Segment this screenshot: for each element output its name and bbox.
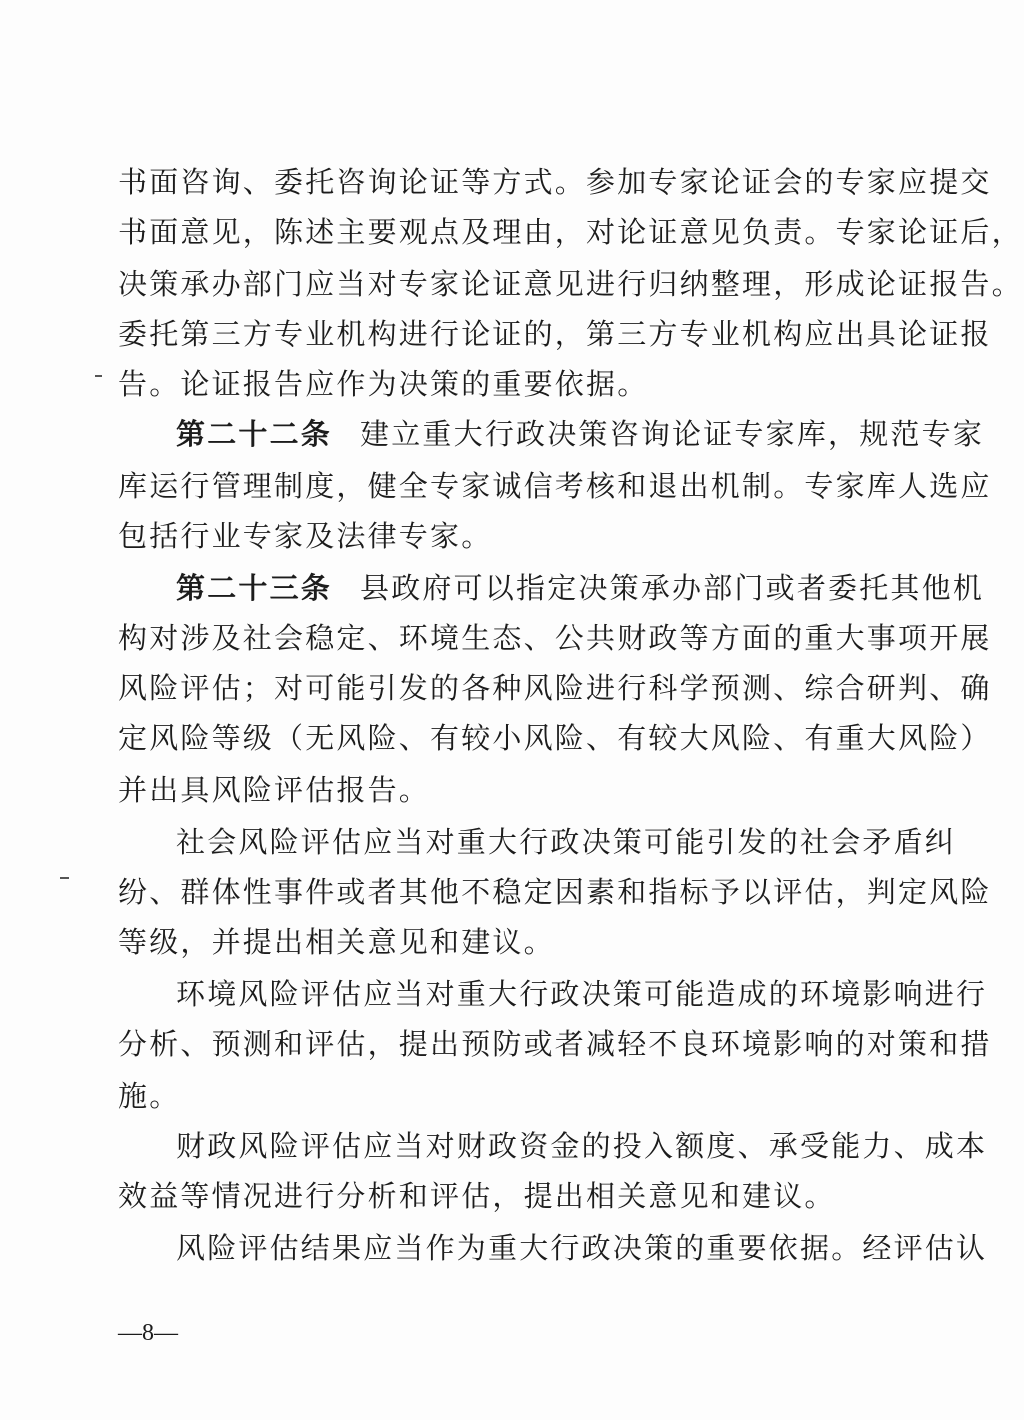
line-text: 财政风险评估应当对财政资金的投入额度、承受能力、成本 [176, 1129, 988, 1163]
scan-mark [95, 375, 102, 377]
text-line [118, 264, 1023, 304]
text-line [118, 922, 888, 962]
line-text: 告。论证报告应作为决策的重要依据。 [118, 367, 649, 401]
page-number: —8— [118, 1320, 178, 1346]
line-text: 施。 [118, 1079, 181, 1113]
text-line [118, 668, 992, 708]
text-line [118, 364, 888, 404]
text-line [118, 770, 888, 810]
line-text: 建立重大行政决策咨询论证专家库，规范专家 [360, 417, 985, 451]
article-heading: 第二十二条 [176, 417, 333, 451]
line-text: 构对涉及社会稳定、环境生态、公共财政等方面的重大事项开展 [118, 621, 992, 655]
text-line [118, 314, 992, 354]
article-heading: 第二十三条 [176, 571, 333, 605]
text-line [118, 162, 992, 202]
text-line [118, 1076, 888, 1116]
line-text: 库运行管理制度，健全专家诚信考核和退出机制。专家库人选应 [118, 469, 992, 503]
text-line [118, 1024, 992, 1064]
scan-mark [60, 877, 69, 879]
line-text: 社会风险评估应当对重大行政决策可能引发的社会矛盾纠 [176, 825, 957, 859]
line-text: 等级，并提出相关意见和建议。 [118, 925, 555, 959]
line-text: 环境风险评估应当对重大行政决策可能造成的环境影响进行 [176, 977, 988, 1011]
line-text: 效益等情况进行分析和评估，提出相关意见和建议。 [118, 1179, 836, 1213]
article-23-line [176, 568, 985, 608]
paragraph-start-line [176, 974, 988, 1014]
text-line [118, 1176, 888, 1216]
line-text: 书面咨询、委托咨询论证等方式。参加专家论证会的专家应提交 [118, 165, 992, 199]
article-22-line [176, 414, 985, 454]
line-text: 决策承办部门应当对专家论证意见进行归纳整理，形成论证报告。 [118, 267, 1023, 301]
line-text: 风险评估；对可能引发的各种风险进行科学预测、综合研判、确 [118, 671, 992, 705]
text-line [118, 872, 992, 912]
line-text: 定风险等级（无风险、有较小风险、有较大风险、有重大风险） [118, 721, 992, 755]
line-text: 书面意见，陈述主要观点及理由，对论证意见负责。专家论证后， [118, 215, 1023, 249]
paragraph-start-line [176, 1228, 988, 1268]
text-line [118, 466, 992, 506]
paragraph-start-line [176, 1126, 988, 1166]
line-text: 包括行业专家及法律专家。 [118, 519, 493, 553]
line-text: 县政府可以指定决策承办部门或者委托其他机 [360, 571, 985, 605]
line-text: 分析、预测和评估，提出预防或者减轻不良环境影响的对策和措 [118, 1027, 992, 1061]
text-line [118, 212, 1023, 252]
line-text: 风险评估结果应当作为重大行政决策的重要依据。经评估认 [176, 1231, 988, 1265]
text-line [118, 516, 888, 556]
line-text: 纷、群体性事件或者其他不稳定因素和指标予以评估，判定风险 [118, 875, 992, 909]
line-text: 委托第三方专业机构进行论证的，第三方专业机构应出具论证报 [118, 317, 992, 351]
paragraph-start-line [176, 822, 957, 862]
text-line [118, 718, 992, 758]
line-text: 并出具风险评估报告。 [118, 773, 431, 807]
text-line [118, 618, 992, 658]
